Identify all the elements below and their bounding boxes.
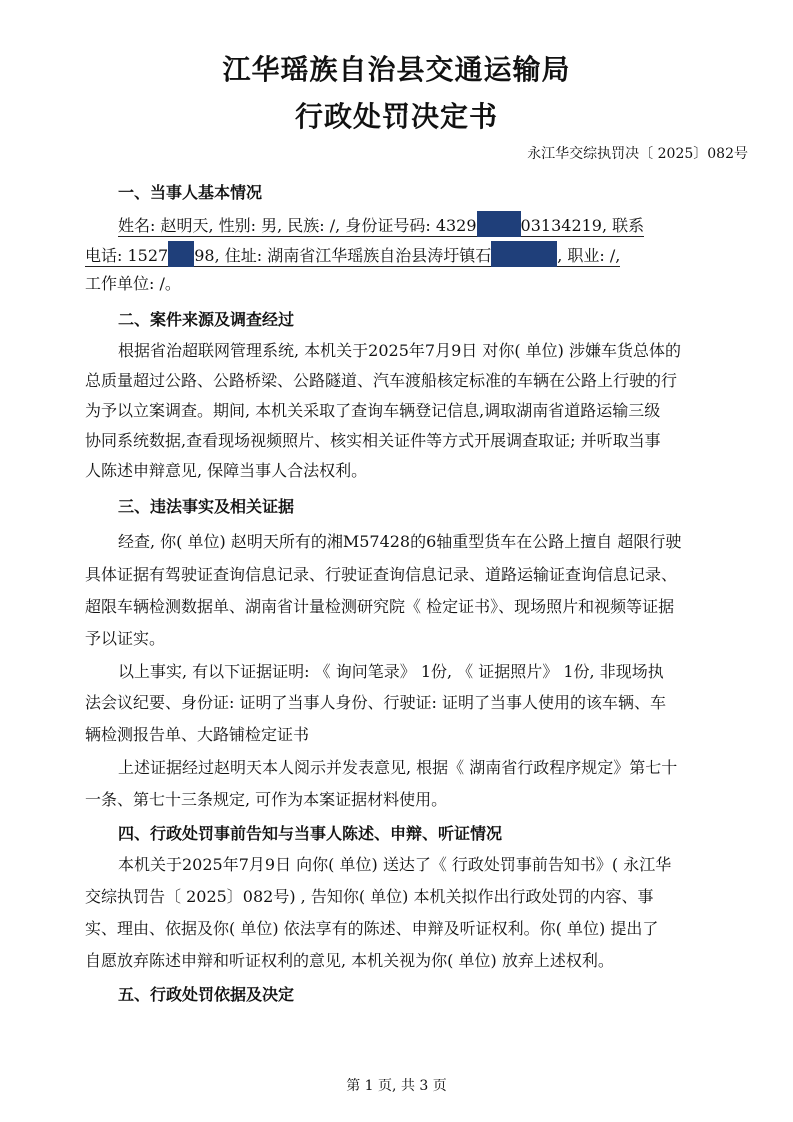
section-1-heading: 一、当事人基本情况 <box>118 183 263 202</box>
facts-line-2 <box>85 562 750 585</box>
section-5-heading: 五、行政处罚依据及决定 <box>118 985 295 1004</box>
notice-line-4 <box>85 948 750 971</box>
party-line-3 <box>85 271 750 294</box>
facts-line-1 <box>118 529 750 552</box>
facts-line-6 <box>85 690 750 713</box>
facts-text: 经查, 你( 单位) 赵明天所有的湘M57428的6轴重型货车在公路上擅自 超限行驶 <box>118 532 682 551</box>
party-employer-text: 工作单位: /。 <box>85 274 181 293</box>
notice-line-3 <box>85 916 750 939</box>
facts-line-5 <box>118 659 750 682</box>
facts-line-7 <box>85 722 750 745</box>
party-phone-text: 电话: 1527 <box>85 246 169 265</box>
notice-line-1 <box>118 852 750 875</box>
page-footer: 第 1 页, 共 3 页 <box>346 1078 447 1094</box>
notice-text: 交综执罚告〔 2025〕082号) , 告知你( 单位) 本机关拟作出行政处罚的内容、事 <box>85 887 654 906</box>
source-line-3 <box>85 398 750 421</box>
facts-line-8 <box>118 755 750 778</box>
party-occupation-text: , 职业: /, <box>557 246 621 265</box>
facts-text: 辆检测报告单、大路铺检定证书 <box>85 725 310 744</box>
party-line-1 <box>118 211 750 237</box>
redaction-block <box>477 211 521 237</box>
facts-text: 以上事实, 有以下证据证明: 《 询问笔录》 1份, 《 证据照片》 1份, 非现场执 <box>118 662 664 681</box>
facts-text: 超限车辆检测数据单、湖南省计量检测研究院《 检定证书》、现场照片和视频等证据 <box>85 597 675 616</box>
section-4-heading: 四、行政处罚事前告知与当事人陈述、申辩、听证情况 <box>118 824 503 843</box>
party-line-2 <box>85 241 750 267</box>
facts-text: 一条、第七十三条规定, 可作为本案证据材料使用。 <box>85 790 448 809</box>
source-text: 总质量超过公路、公路桥梁、公路隧道、汽车渡船核定标准的车辆在公路上行驶的行 <box>85 371 678 390</box>
source-line-1 <box>118 338 750 361</box>
document-number: 永江华交综执罚决〔 2025〕082号 <box>527 146 748 162</box>
facts-text: 法会议纪要、身份证: 证明了当事人身份、行驶证: 证明了当事人使用的该车辆、车 <box>85 693 666 712</box>
section-3-heading: 三、违法事实及相关证据 <box>118 497 295 516</box>
source-line-5 <box>85 458 750 481</box>
document-title: 行政处罚决定书 <box>294 100 498 133</box>
source-text: 人陈述申辩意见, 保障当事人合法权利。 <box>85 461 368 480</box>
source-text: 根据省治超联网管理系统, 本机关于2025年7月9日 对你( 单位) 涉嫌车货总体的 <box>118 341 681 360</box>
facts-line-3 <box>85 594 750 617</box>
party-idcard-suffix-text: 03134219, 联系 <box>520 216 645 235</box>
notice-text: 本机关于2025年7月9日 向你( 单位) 送达了《 行政处罚事前告知书》( 永江华 <box>118 855 672 874</box>
redaction-block <box>168 241 194 267</box>
facts-text: 上述证据经过赵明天本人阅示并发表意见, 根据《 湖南省行政程序规定》第七十 <box>118 758 678 777</box>
facts-line-4 <box>85 626 750 649</box>
agency-title: 江华瑶族自治县交通运输局 <box>222 53 571 86</box>
section-2-heading: 二、案件来源及调查经过 <box>118 310 295 329</box>
facts-line-9 <box>85 787 750 810</box>
notice-text: 实、理由、依据及你( 单位) 依法享有的陈述、申辩及听证权利。你( 单位) 提出了 <box>85 919 659 938</box>
source-text: 为予以立案调查。期间, 本机关采取了查询车辆登记信息,调取湖南省道路运输三级 <box>85 401 661 420</box>
party-name-idcard-text: 姓名: 赵明天, 性别: 男, 民族: /, 身份证号码: 4329 <box>118 216 477 235</box>
party-address-text: 98, 住址: 湖南省江华瑶族自治县涛圩镇石 <box>194 246 492 265</box>
facts-text: 具体证据有驾驶证查询信息记录、行驶证查询信息记录、道路运输证查询信息记录、 <box>85 565 678 584</box>
redaction-block <box>491 241 557 267</box>
source-line-2 <box>85 368 750 391</box>
source-text: 协同系统数据,查看现场视频照片、核实相关证件等方式开展调查取证; 并听取当事 <box>85 431 661 450</box>
notice-line-2 <box>85 884 750 907</box>
source-line-4 <box>85 428 750 451</box>
facts-text: 予以证实。 <box>85 629 166 648</box>
notice-text: 自愿放弃陈述申辩和听证权利的意见, 本机关视为你( 单位) 放弃上述权利。 <box>85 951 614 970</box>
